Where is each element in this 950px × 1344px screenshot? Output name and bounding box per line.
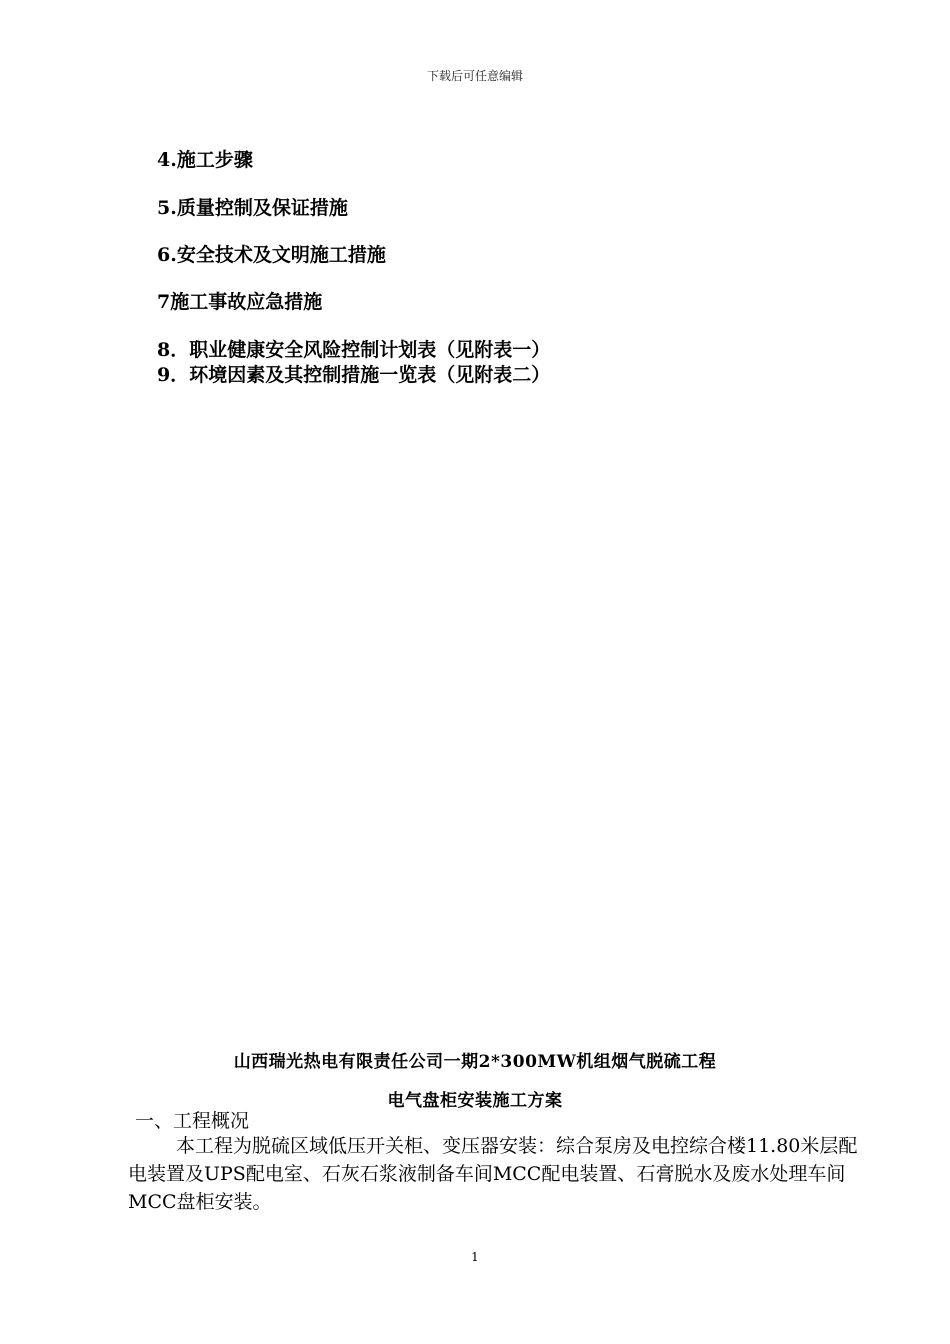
toc-item-9: 9．环境因素及其控制措施一览表（见附表二） bbox=[157, 364, 551, 386]
toc-item-4: 4.施工步骤 bbox=[157, 149, 253, 171]
toc-item-5: 5.质量控制及保证措施 bbox=[157, 197, 348, 219]
toc-item-6: 6.安全技术及文明施工措施 bbox=[157, 244, 386, 266]
section-heading: 一、工程概况 bbox=[135, 1110, 250, 1132]
document-subtitle: 电气盘柜安装施工方案 bbox=[387, 1091, 563, 1111]
document-title: 山西瑞光热电有限责任公司一期2*300MW机组烟气脱硫工程 bbox=[233, 1052, 717, 1072]
body-paragraph bbox=[128, 1132, 858, 1216]
page-number: 1 bbox=[471, 1250, 479, 1264]
page-header-note: 下载后可任意编辑 bbox=[426, 69, 523, 83]
toc-item-8: 8．职业健康安全风险控制计划表（见附表一） bbox=[157, 339, 551, 361]
toc-item-7: 7施工事故应急措施 bbox=[157, 291, 323, 313]
body-paragraph-text: 本工程为脱硫区域低压开关柜、变压器安装：综合泵房及电控综合楼11.80米层配电装置及UPS配电室、石灰石浆液制备车间MCC配电装置、石膏脱水及废水处理车间MCC盘柜安装。 bbox=[128, 1135, 858, 1213]
